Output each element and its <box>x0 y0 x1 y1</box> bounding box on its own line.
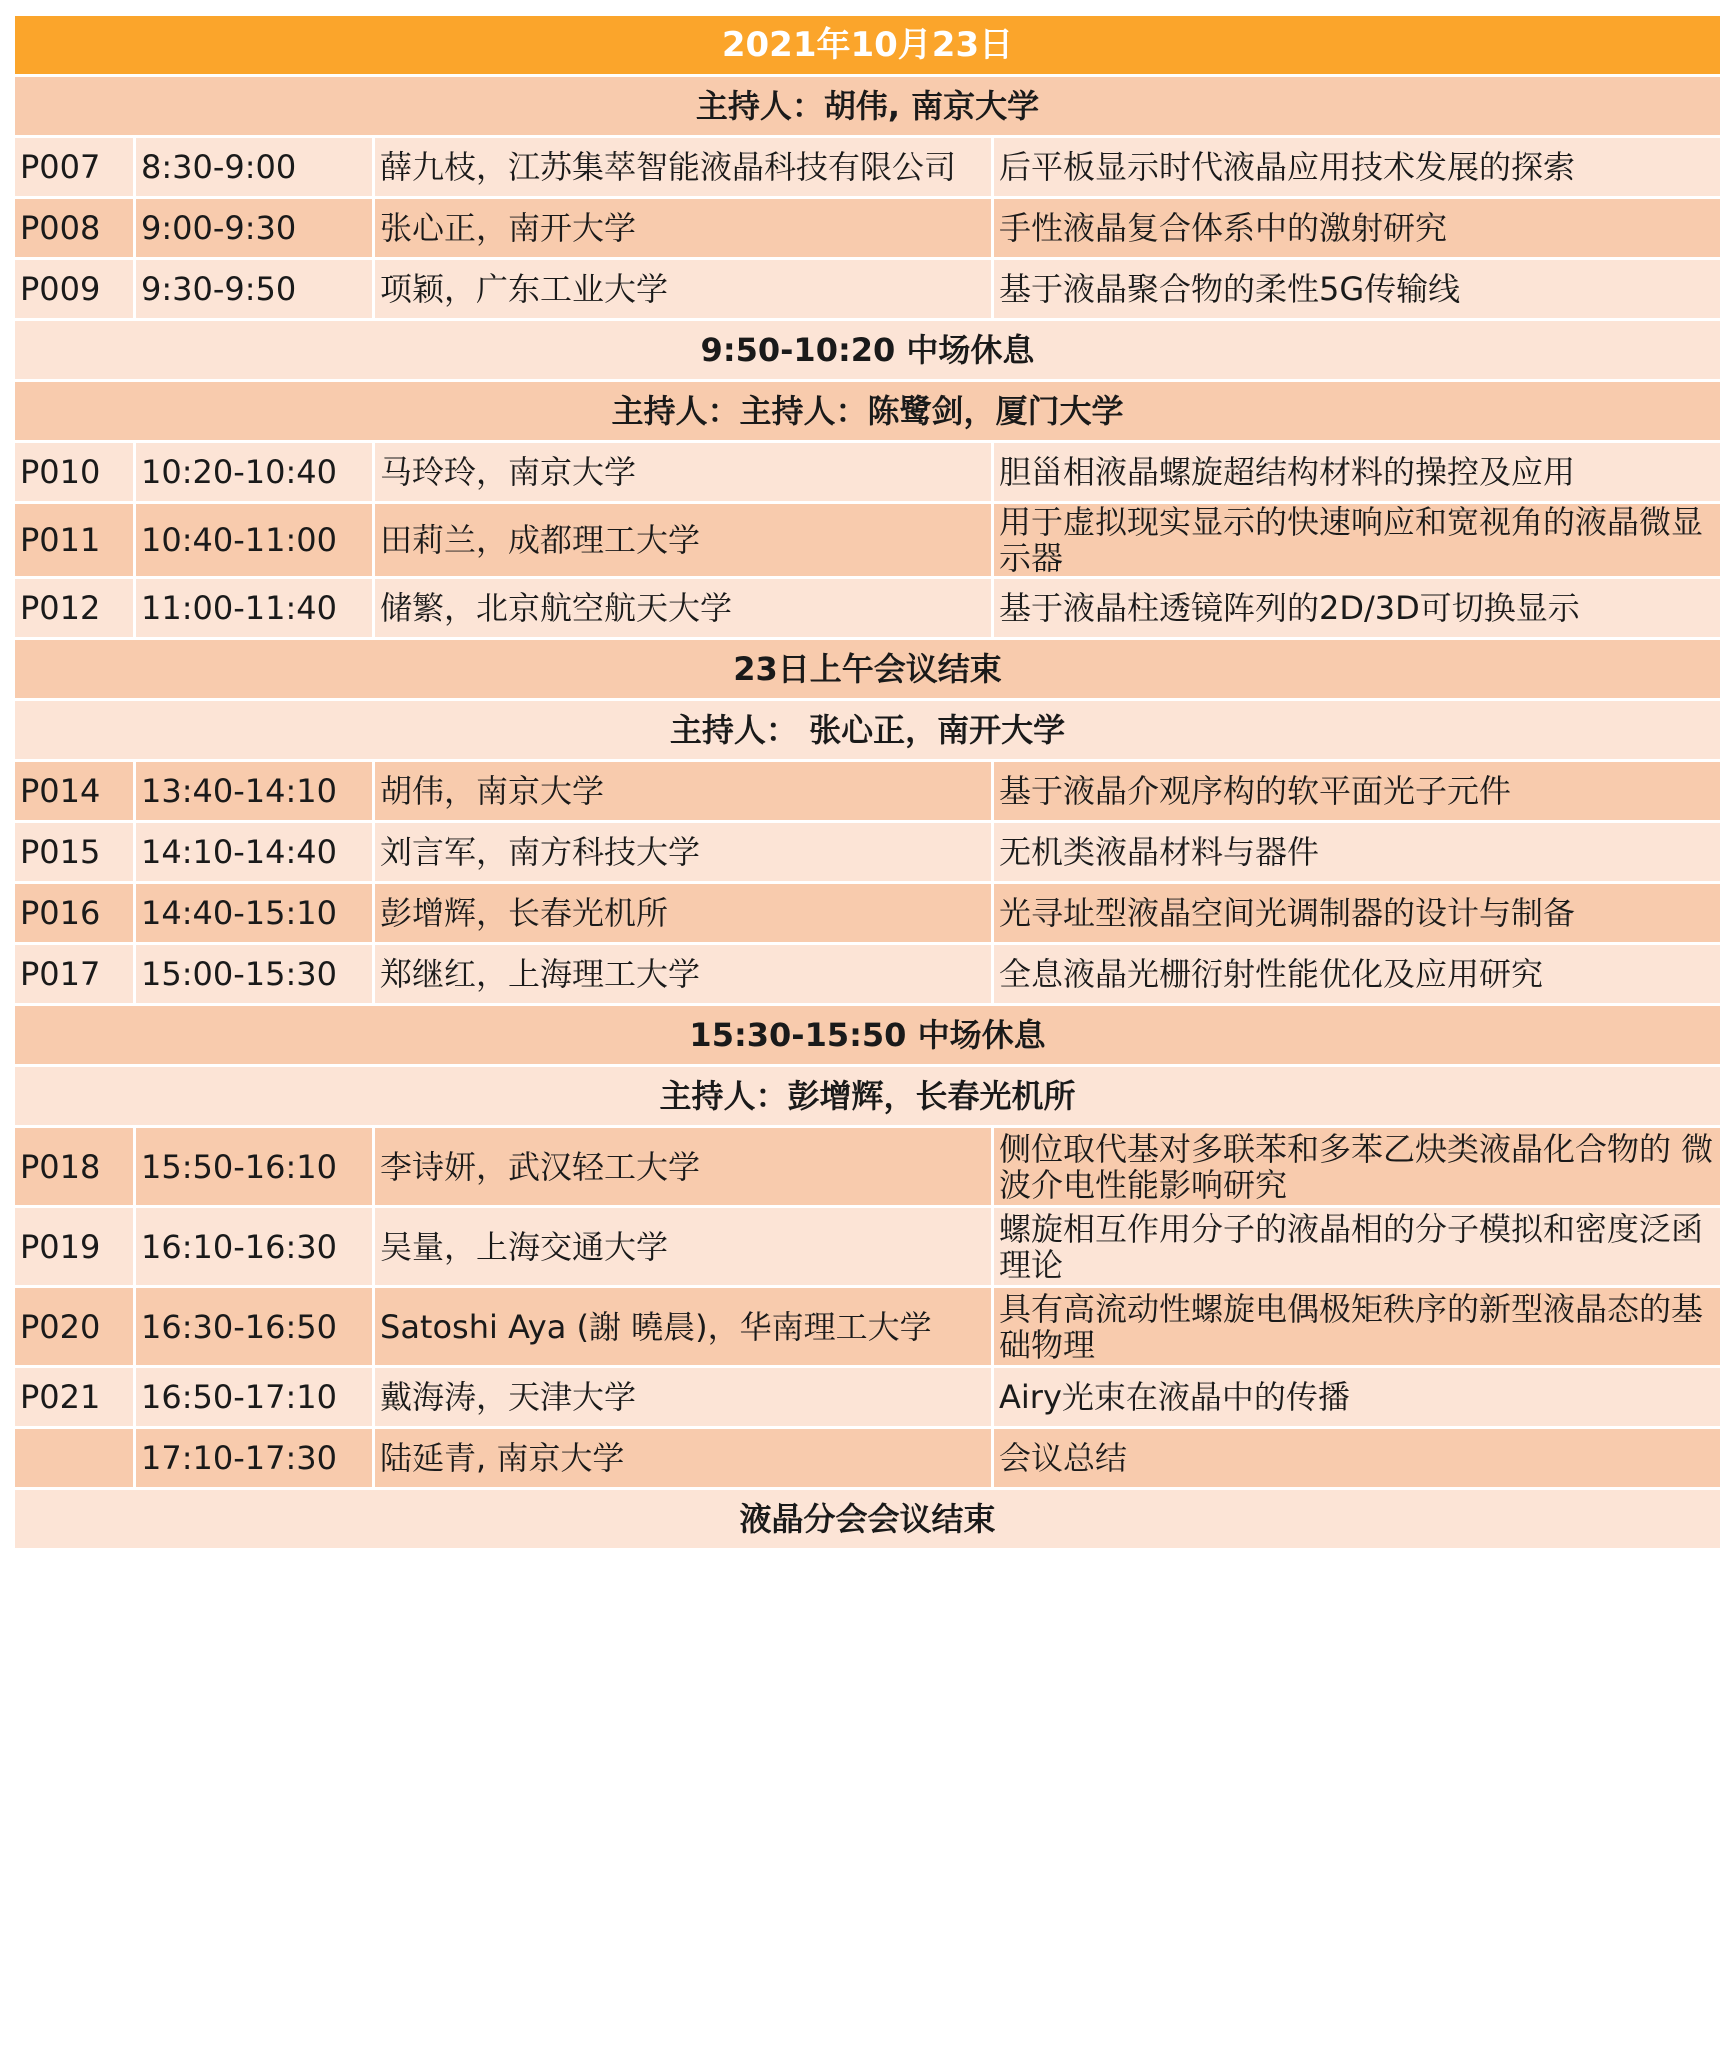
talk-row <box>15 138 1720 196</box>
section-header: 主持人： 张心正，南开大学 <box>15 701 1720 759</box>
talk-topic: 后平板显示时代液晶应用技术发展的探索 <box>994 138 1720 196</box>
talk-speaker: 张心正，南开大学 <box>375 199 991 257</box>
talk-row <box>15 1288 1720 1365</box>
talk-time: 15:00-15:30 <box>136 945 372 1003</box>
section-header: 主持人：主持人：陈鹭剑，厦门大学 <box>15 382 1720 440</box>
schedule-table <box>15 16 1720 1548</box>
talk-id: P008 <box>15 199 133 257</box>
talk-topic: 全息液晶光栅衍射性能优化及应用研究 <box>994 945 1720 1003</box>
talk-id: P011 <box>15 504 133 576</box>
talk-topic: 胆甾相液晶螺旋超结构材料的操控及应用 <box>994 443 1720 501</box>
talk-speaker: 储繁，北京航空航天大学 <box>375 579 991 637</box>
section-header-row <box>15 1006 1720 1064</box>
talk-id: P017 <box>15 945 133 1003</box>
talk-speaker: 项颖，广东工业大学 <box>375 260 991 318</box>
talk-time: 8:30-9:00 <box>136 138 372 196</box>
talk-id: P014 <box>15 762 133 820</box>
talk-row <box>15 504 1720 576</box>
talk-topic: 侧位取代基对多联苯和多苯乙炔类液晶化合物的 微波介电性能影响研究 <box>994 1128 1720 1205</box>
talk-topic: 螺旋相互作用分子的液晶相的分子模拟和密度泛函理论 <box>994 1208 1720 1285</box>
talk-row <box>15 443 1720 501</box>
talk-row <box>15 1368 1720 1426</box>
talk-topic: 无机类液晶材料与器件 <box>994 823 1720 881</box>
talk-speaker: Satoshi Aya (謝 曉晨)，华南理工大学 <box>375 1288 991 1365</box>
talk-row <box>15 884 1720 942</box>
talk-row <box>15 1429 1720 1487</box>
talk-row <box>15 260 1720 318</box>
section-header-row <box>15 1067 1720 1125</box>
talk-id: P007 <box>15 138 133 196</box>
talk-speaker: 刘言军，南方科技大学 <box>375 823 991 881</box>
talk-speaker: 郑继红，上海理工大学 <box>375 945 991 1003</box>
talk-topic: 基于液晶聚合物的柔性5G传输线 <box>994 260 1720 318</box>
section-header: 主持人：胡伟, 南京大学 <box>15 77 1720 135</box>
talk-speaker: 胡伟，南京大学 <box>375 762 991 820</box>
section-header: 液晶分会会议结束 <box>15 1490 1720 1548</box>
talk-time: 9:00-9:30 <box>136 199 372 257</box>
section-header-row <box>15 321 1720 379</box>
talk-row <box>15 579 1720 637</box>
talk-speaker: 薛九枝，江苏集萃智能液晶科技有限公司 <box>375 138 991 196</box>
talk-row <box>15 1128 1720 1205</box>
section-header-row <box>15 382 1720 440</box>
talk-time: 9:30-9:50 <box>136 260 372 318</box>
talk-time: 10:40-11:00 <box>136 504 372 576</box>
title-row <box>15 16 1720 74</box>
talk-topic: Airy光束在液晶中的传播 <box>994 1368 1720 1426</box>
talk-row <box>15 199 1720 257</box>
talk-speaker: 田莉兰，成都理工大学 <box>375 504 991 576</box>
talk-topic: 光寻址型液晶空间光调制器的设计与制备 <box>994 884 1720 942</box>
talk-id: P021 <box>15 1368 133 1426</box>
section-header: 15:30-15:50 中场休息 <box>15 1006 1720 1064</box>
section-header: 23日上午会议结束 <box>15 640 1720 698</box>
talk-topic: 具有高流动性螺旋电偶极矩秩序的新型液晶态的基础物理 <box>994 1288 1720 1365</box>
talk-id <box>15 1429 133 1487</box>
talk-topic: 用于虚拟现实显示的快速响应和宽视角的液晶微显示器 <box>994 504 1720 576</box>
talk-id: P018 <box>15 1128 133 1205</box>
talk-id: P020 <box>15 1288 133 1365</box>
talk-speaker: 陆延青, 南京大学 <box>375 1429 991 1487</box>
talk-id: P012 <box>15 579 133 637</box>
talk-time: 17:10-17:30 <box>136 1429 372 1487</box>
section-header-row <box>15 1490 1720 1548</box>
talk-id: P016 <box>15 884 133 942</box>
talk-time: 10:20-10:40 <box>136 443 372 501</box>
talk-topic: 会议总结 <box>994 1429 1720 1487</box>
talk-time: 13:40-14:10 <box>136 762 372 820</box>
talk-row <box>15 823 1720 881</box>
section-header: 主持人：彭增辉，长春光机所 <box>15 1067 1720 1125</box>
talk-speaker: 吴量，上海交通大学 <box>375 1208 991 1285</box>
talk-topic: 手性液晶复合体系中的激射研究 <box>994 199 1720 257</box>
talk-row <box>15 945 1720 1003</box>
talk-id: P010 <box>15 443 133 501</box>
section-header-row <box>15 701 1720 759</box>
talk-speaker: 马玲玲，南京大学 <box>375 443 991 501</box>
section-header: 9:50-10:20 中场休息 <box>15 321 1720 379</box>
talk-id: P019 <box>15 1208 133 1285</box>
talk-speaker: 戴海涛，天津大学 <box>375 1368 991 1426</box>
talk-speaker: 李诗妍，武汉轻工大学 <box>375 1128 991 1205</box>
talk-time: 11:00-11:40 <box>136 579 372 637</box>
talk-time: 14:40-15:10 <box>136 884 372 942</box>
talk-time: 16:30-16:50 <box>136 1288 372 1365</box>
talk-time: 16:10-16:30 <box>136 1208 372 1285</box>
talk-id: P015 <box>15 823 133 881</box>
talk-topic: 基于液晶介观序构的软平面光子元件 <box>994 762 1720 820</box>
talk-time: 16:50-17:10 <box>136 1368 372 1426</box>
talk-time: 15:50-16:10 <box>136 1128 372 1205</box>
talk-id: P009 <box>15 260 133 318</box>
talk-time: 14:10-14:40 <box>136 823 372 881</box>
schedule-date-title: 2021年10月23日 <box>15 16 1720 74</box>
section-header-row <box>15 640 1720 698</box>
section-header-row <box>15 77 1720 135</box>
talk-row <box>15 1208 1720 1285</box>
talk-speaker: 彭增辉，长春光机所 <box>375 884 991 942</box>
talk-topic: 基于液晶柱透镜阵列的2D/3D可切换显示 <box>994 579 1720 637</box>
talk-row <box>15 762 1720 820</box>
